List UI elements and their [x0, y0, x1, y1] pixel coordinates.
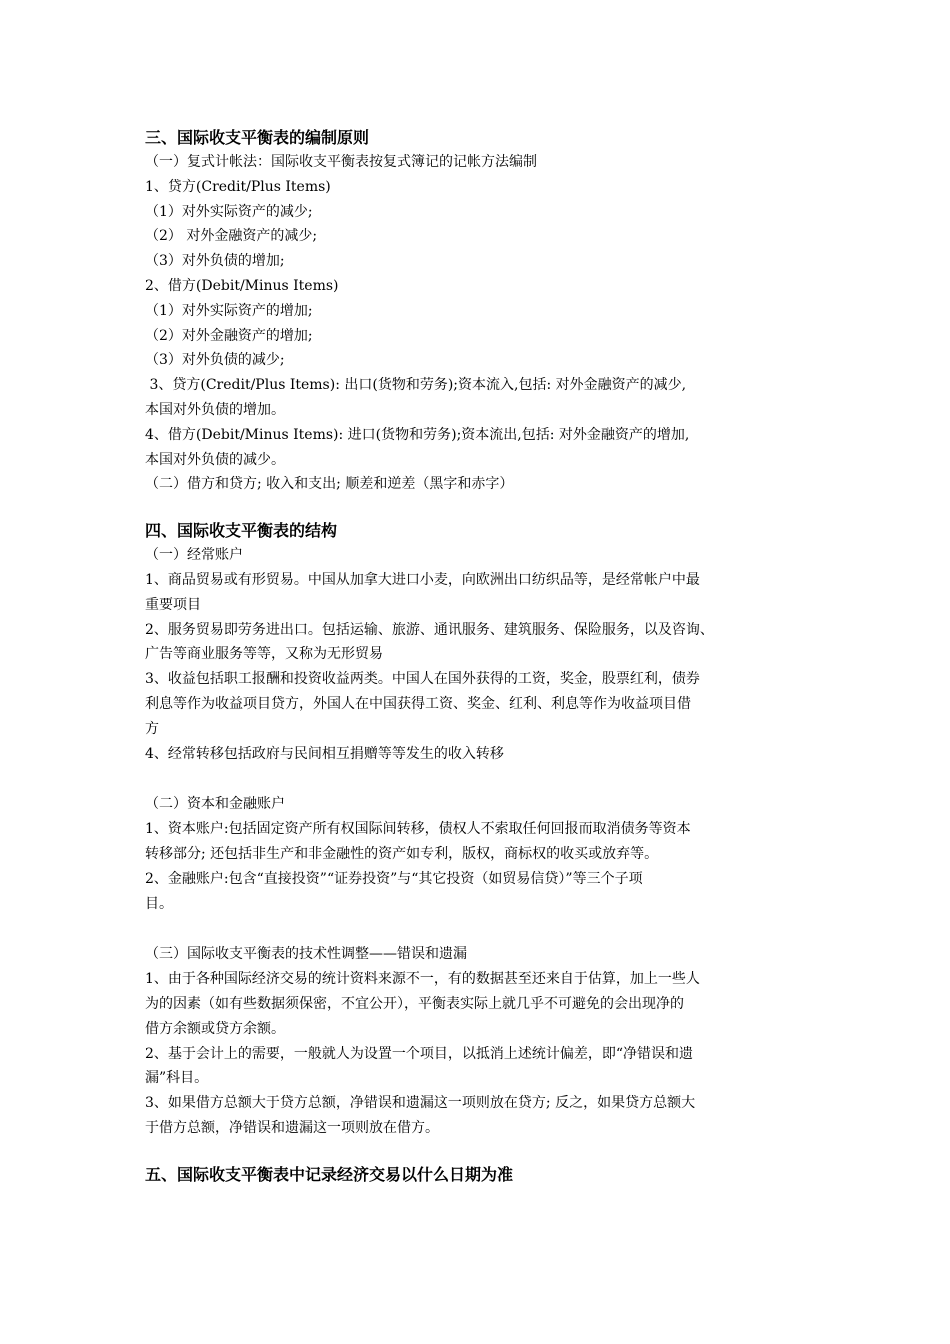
section-4-line: 为的因素（如有些数据须保密，不宜公开），平衡表实际上就几乎不可避免的会出现净的 [145, 995, 684, 1012]
section-3-line: 本国对外负债的减少。 [145, 451, 285, 468]
section-4-line: 于借方总额，净错误和遗漏这一项则放在借方。 [145, 1119, 439, 1136]
section-4-line: 方 [145, 720, 159, 737]
section-3-line: （1）对外实际资产的增加; [145, 302, 313, 319]
section-4-line: 2、基于会计上的需要，一般就人为设置一个项目，以抵消上述统计偏差，即“净错误和遗 [145, 1045, 694, 1062]
section-4-line: 重要项目 [145, 596, 201, 613]
section-4-line: 漏”科目。 [145, 1070, 209, 1087]
section-4-line: 利息等作为收益项目贷方，外国人在中国获得工资、奖金、红利、利息等作为收益项目借 [145, 695, 691, 712]
section-4-line: 1、由于各种国际经济交易的统计资料来源不一，有的数据甚至还来自于估算，加上一些人 [145, 971, 700, 988]
section-3-line: 本国对外负债的增加。 [145, 401, 285, 418]
section-4-line: 借方余额或贷方余额。 [145, 1020, 285, 1037]
section-4-heading: 四、国际收支平衡表的结构 [145, 521, 338, 541]
spacer [145, 1141, 825, 1163]
section-4-line: 3、如果借方总额大于贷方总额，净错误和遗漏这一项则放在贷方; 反之，如果贷方总额大 [145, 1095, 696, 1112]
section-3-line: 2、借方(Debit/Minus Items) [145, 277, 339, 294]
section-4-line: 1、商品贸易或有形贸易。中国从加拿大进口小麦，向欧洲出口纺织品等，是经常帐户中最 [145, 571, 700, 588]
section-3-line: （2）对外金融资产的增加; [145, 327, 313, 344]
document-body [145, 126, 825, 1187]
section-4-line: 4、经常转移包括政府与民间相互捐赠等等发生的收入转移 [145, 745, 504, 762]
section-4-line: 2、金融账户:包含“直接投资”“证券投资”与“其它投资（如贸易信贷）”等三个子项 [145, 870, 643, 887]
section-3-line: 3、贷方(Credit/Plus Items): 出口(货物和劳务);资本流入,包括: 对外金融资产的减少, [145, 377, 687, 394]
section-3-line: （二）借方和贷方; 收入和支出; 顺差和逆差（黑字和赤字） [145, 476, 514, 493]
section-4-line: 广告等商业服务等等，又称为无形贸易 [145, 646, 383, 663]
section-4-line: 目。 [145, 895, 173, 912]
section-3-heading: 三、国际收支平衡表的编制原则 [145, 128, 370, 147]
section-4-line: （一）经常账户 [145, 547, 243, 564]
section-3-line: （一）复式计帐法：国际收支平衡表按复式簿记的记帐方法编制 [145, 154, 537, 170]
section-3-line: （2） 对外金融资产的减少; [145, 228, 318, 245]
spacer [145, 766, 825, 792]
section-3-line: （1）对外实际资产的减少; [145, 203, 313, 220]
section-4-line: （三）国际收支平衡表的技术性调整——错误和遗漏 [145, 946, 467, 963]
section-4-line: 2、服务贸易即劳务进出口。包括运输、旅游、通讯服务、建筑服务、保险服务，以及咨询、 [145, 621, 714, 638]
section-5-heading: 五、国际收支平衡表中记录经济交易以什么日期为准 [145, 1164, 514, 1184]
section-4-line: 1、资本账户:包括固定资产所有权国际间转移，债权人不索取任何回报而取消债务等资本 [145, 821, 691, 838]
spacer [145, 916, 825, 942]
section-4-line: 转移部分; 还包括非生产和非金融性的资产如专利，版权，商标权的收买或放弃等。 [145, 845, 659, 862]
section-3-line: （3）对外负债的增加; [145, 253, 285, 270]
section-4-line: （二）资本和金融账户 [145, 796, 285, 813]
section-3-line: （3）对外负债的减少; [145, 352, 285, 369]
section-3-line: 1、贷方(Credit/Plus Items) [145, 178, 331, 195]
section-3-line: 4、借方(Debit/Minus Items): 进口(货物和劳务);资本流出,包括: 对外金融资产的增加, [145, 426, 690, 443]
section-4-line: 3、收益包括职工报酬和投资收益两类。中国人在国外获得的工资，奖金，股票红利，债券 [145, 671, 700, 688]
spacer [145, 497, 825, 519]
